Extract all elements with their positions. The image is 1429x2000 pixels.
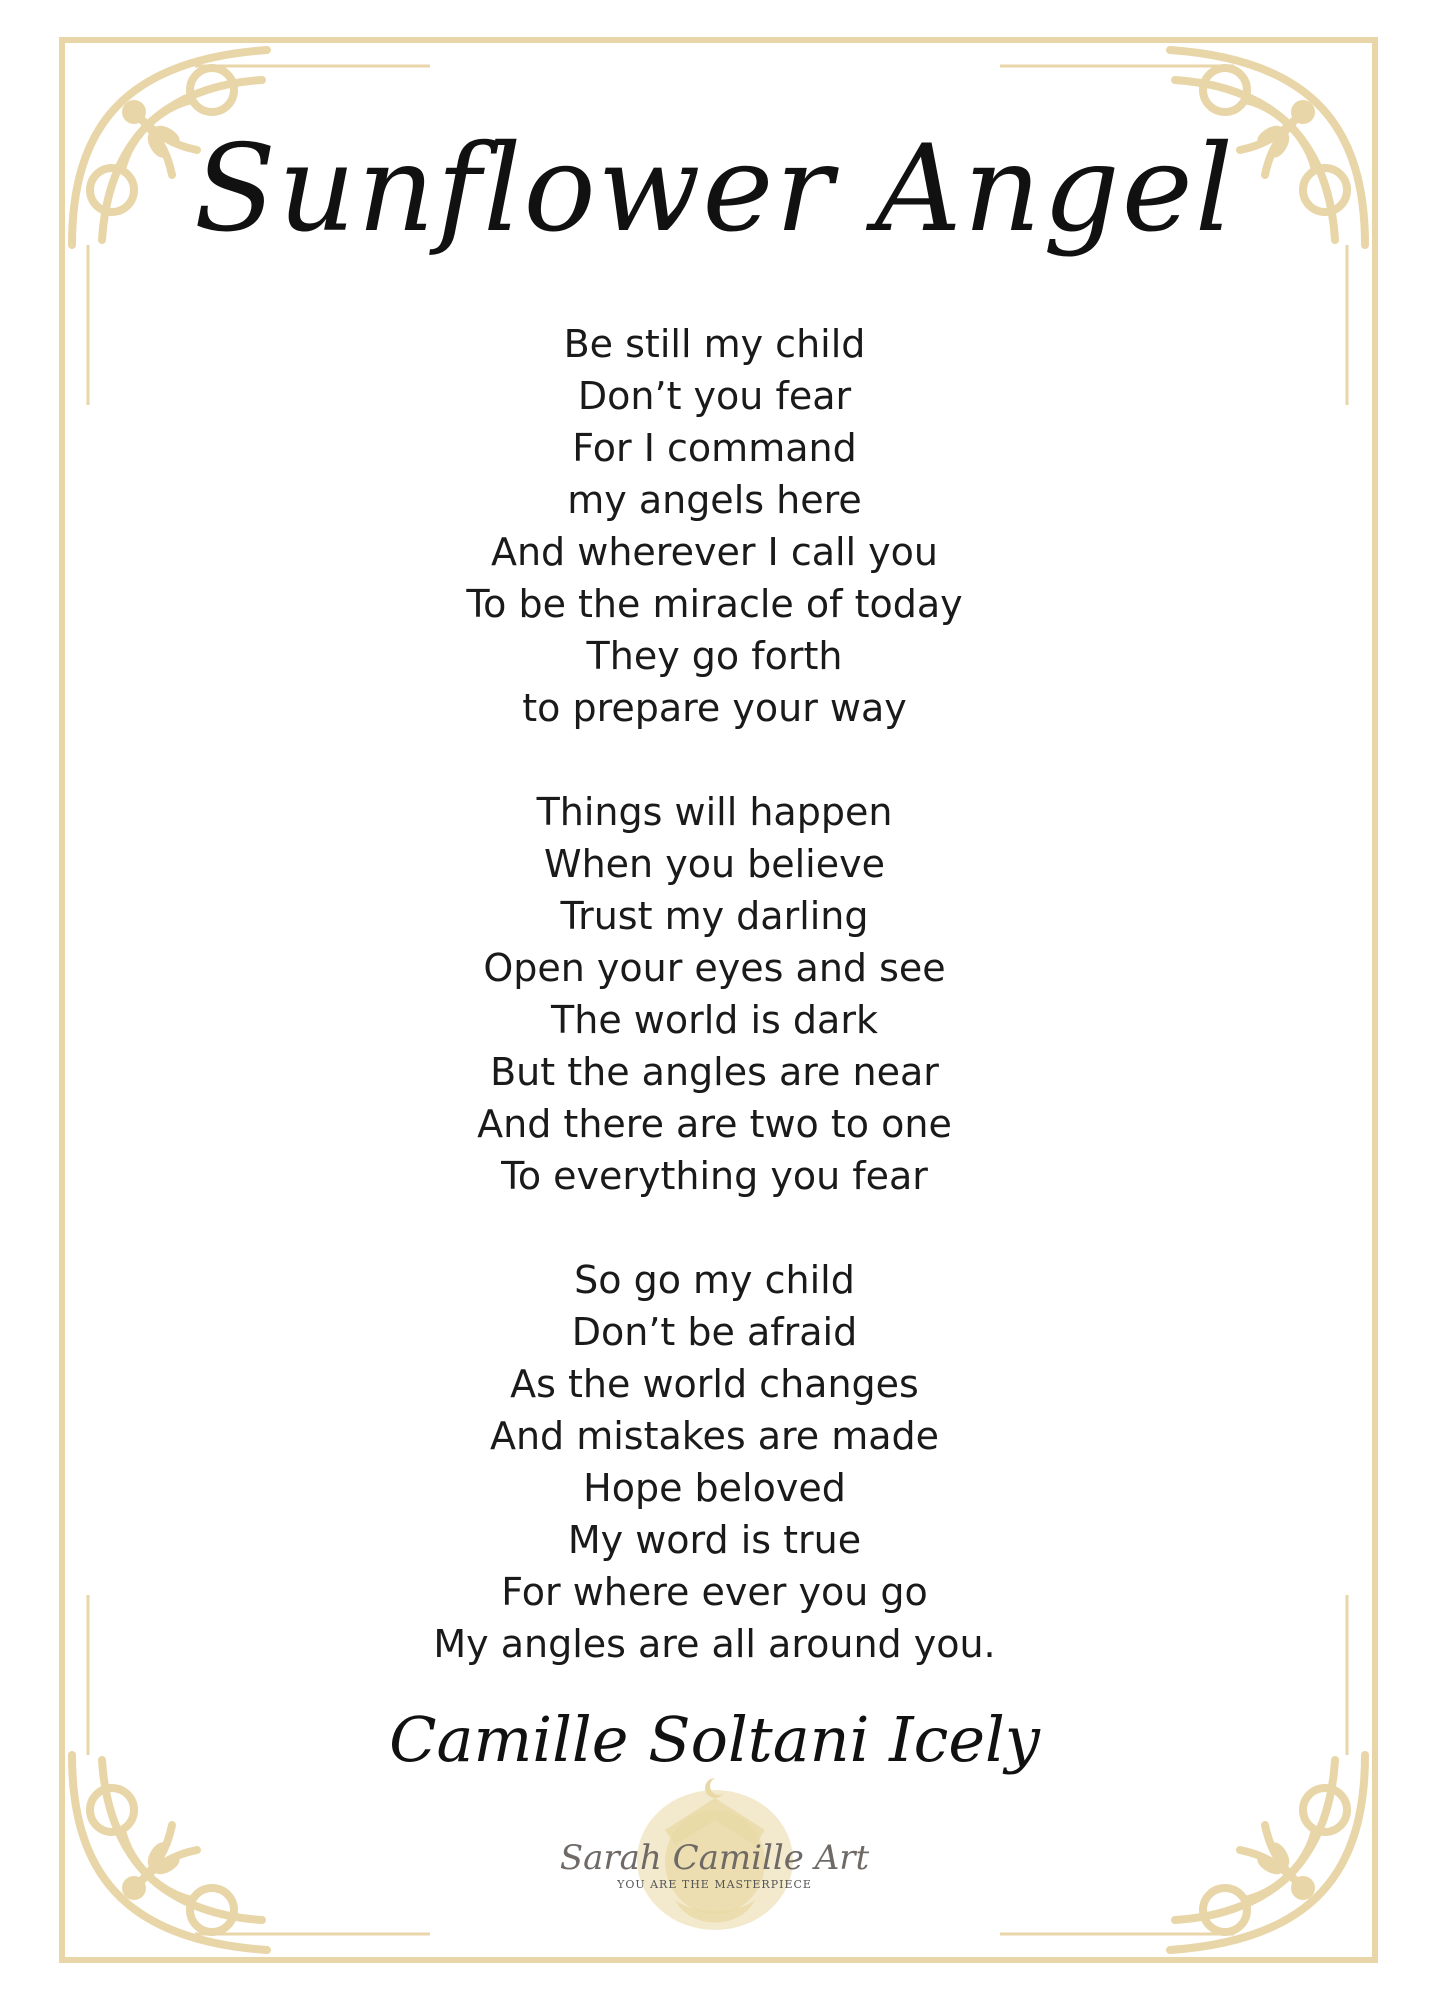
logo-wordmark: Sarah Camille Art (559, 1838, 870, 1878)
poem-line: To everything you fear (501, 1154, 928, 1198)
poem-line: to prepare your way (522, 686, 907, 730)
poem-line: So go my child (574, 1258, 855, 1302)
poem-line: Don’t be afraid (571, 1310, 858, 1354)
poem-line: But the angles are near (490, 1050, 939, 1094)
poem-line: Open your eyes and see (483, 946, 946, 990)
poem-line: Don’t you fear (577, 374, 852, 418)
poem-line: Be still my child (563, 322, 866, 366)
poem-line: The world is dark (551, 998, 878, 1042)
poem-line: As the world changes (510, 1362, 919, 1406)
stanza-1 (0, 318, 1429, 734)
stanza-3 (0, 1254, 1429, 1670)
poem-title: Sunflower Angel (193, 120, 1236, 259)
author-signature: Camille Soltani Icely (389, 1703, 1040, 1776)
poem-line: Trust my darling (560, 894, 869, 938)
poem-line: To be the miracle of today (466, 582, 963, 626)
poem-body (0, 318, 1429, 1722)
poem-line: Hope beloved (583, 1466, 846, 1510)
poem-line: Things will happen (536, 790, 893, 834)
poem-line: My word is true (567, 1518, 862, 1562)
poem-line: When you believe (544, 842, 885, 886)
poem-line: My angles are all around you. (433, 1622, 996, 1666)
poem-line: They go forth (586, 634, 843, 678)
poem-line: And there are two to one (477, 1102, 952, 1146)
poem-line: And mistakes are made (489, 1414, 940, 1458)
poem-line: And wherever I call you (490, 530, 939, 574)
poem-line: For I command (572, 426, 857, 470)
poem-line: For where ever you go (501, 1570, 928, 1614)
stanza-2 (0, 786, 1429, 1202)
logo-tagline: YOU ARE THE MASTERPIECE (617, 1878, 812, 1891)
poem-line: my angels here (567, 478, 862, 522)
